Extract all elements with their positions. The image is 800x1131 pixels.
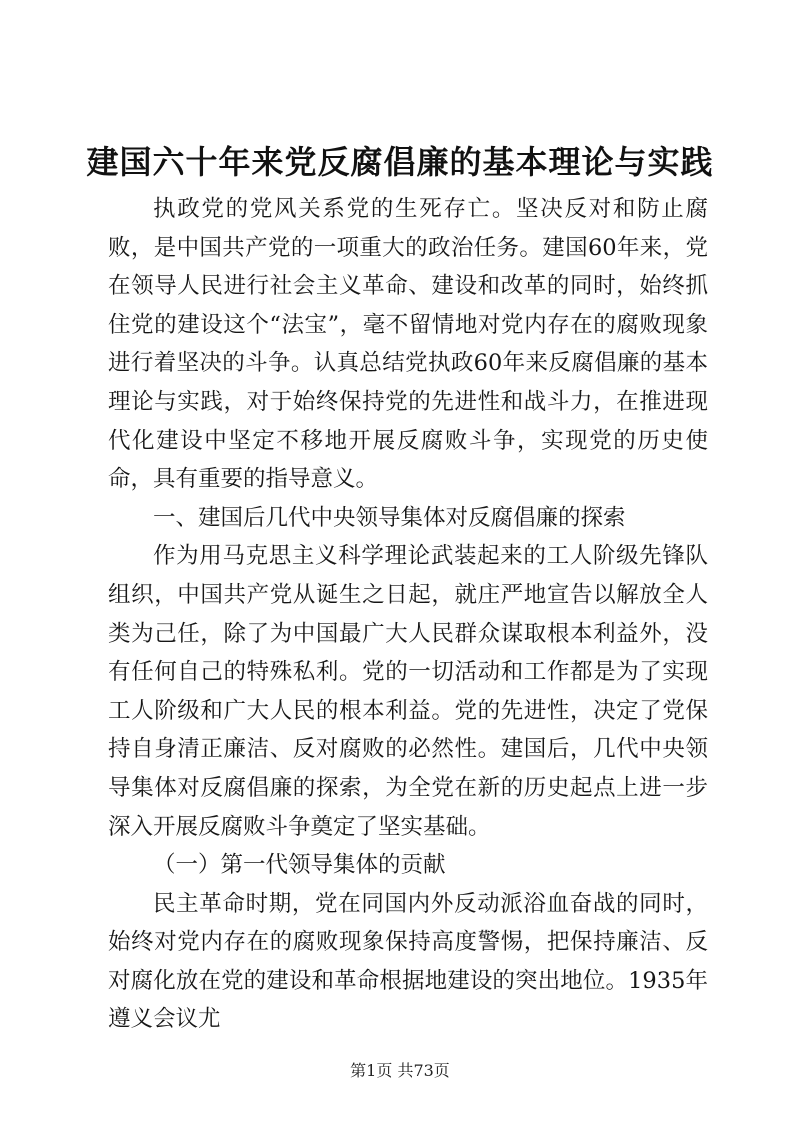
- paragraph-section-1: 作为用马克思主义科学理论武装起来的工人阶级先锋队组织，中国共产党从诞生之日起，就庄严地宣告以解放全人类为己任，除了为中国最广大人民群众谋取根本利益外，没有任何自己的特殊私利。党的一切活动和工作都是为了实现工人阶级和广大人民的根本利益。党的先进性，决定了党保持自身清正廉洁、反对腐败的必然性。建国后，几代中央领导集体对反腐倡廉的探索，为全党在新的历史起点上进一步深入开展反腐败斗争奠定了坚实基础。: [108, 543, 708, 840]
- page-number-footer: 第1页 共73页: [350, 1061, 450, 1080]
- paragraph-intro: 执政党的党风关系党的生死存亡。坚决反对和防止腐败，是中国共产党的一项重大的政治任务。建国60年来，党在领导人民进行社会主义革命、建设和改革的同时，始终抓住党的建设这个“法宝”，毫不留情地对党内存在的腐败现象进行着坚决的斗争。认真总结党执政60年来反腐倡廉的基本理论与实践，对于始终保持党的先进性和战斗力，在推进现代化建设中坚定不移地开展反腐败斗争，实现党的历史使命，具有重要的指导意义。: [108, 196, 708, 493]
- section-heading-1: 一、建国后几代中央领导集体对反腐倡廉的探索: [153, 504, 626, 531]
- document-title: 建国六十年来党反腐倡廉的基本理论与实践: [86, 143, 714, 181]
- subsection-heading-1: （一）第一代领导集体的贡献: [153, 852, 446, 879]
- document-body: [108, 190, 708, 1039]
- paragraph-subsection-1: 民主革命时期，党在同国内外反动派浴血奋战的同时，始终对党内存在的腐败现象保持高度警惕，把保持廉洁、反对腐化放在党的建设和革命根据地建设的突出地位。1935年遵义会议尤: [108, 890, 708, 1033]
